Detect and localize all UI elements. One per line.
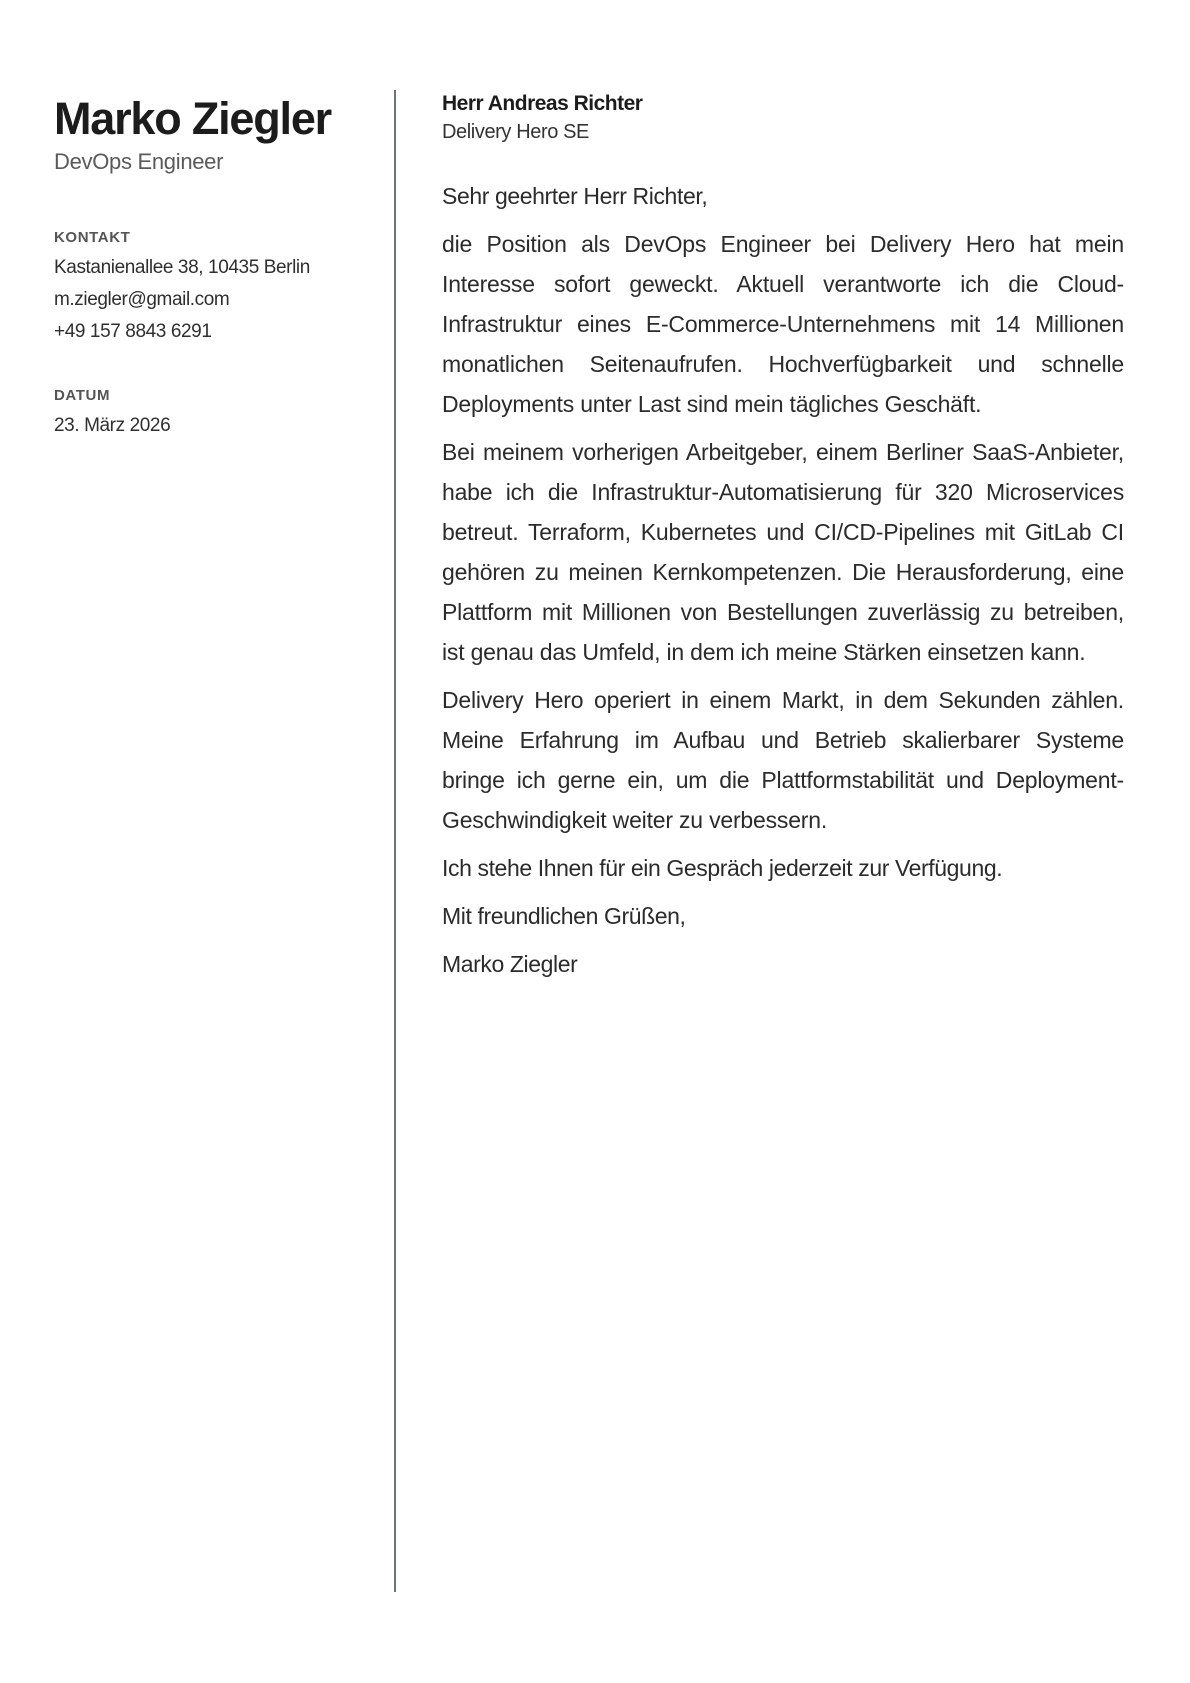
date-value: 23. März 2026 [54, 415, 171, 436]
vertical-divider [394, 90, 396, 1592]
sign-off: Mit freundlichen Grüßen, [442, 903, 686, 929]
closing-line: Ich stehe Ihnen für ein Gespräch jederzeit zur Verfügung. [442, 855, 1003, 881]
sender-name: Marko Ziegler [54, 93, 331, 144]
recipient-name: Herr Andreas Richter [442, 92, 643, 115]
sidebar [54, 90, 384, 442]
contact-email: m.ziegler@gmail.com [54, 289, 230, 310]
salutation: Sehr geehrter Herr Richter, [442, 183, 708, 209]
contact-phone: +49 157 8843 6291 [54, 321, 212, 342]
contact-info [54, 252, 384, 348]
sender-job-title: DevOps Engineer [54, 149, 224, 174]
date-section-label: DATUM [54, 387, 111, 404]
letter-body [442, 90, 1124, 984]
signature: Marko Ziegler [442, 951, 578, 977]
letter-paragraph-3: Delivery Hero operiert in einem Markt, in dem Sekunden zählen. Meine Erfahrung im Aufbau und Betrieb skalierbarer Systeme bringe ich gerne ein, um die Plattformstabilität und Deployment-Geschwindigkeit weiter zu verbessern. [442, 687, 1124, 833]
letter-paragraph-1: die Position als DevOps Engineer bei Delivery Hero hat mein Interesse sofort geweckt. Aktuell verantworte ich die Cloud-Infrastruktur eines E-Commerce-Unternehmens mit 14 Millionen monatlichen Seitenaufrufen. Hochverfügbarkeit und schnelle Deployments unter Last sind mein tägliches Geschäft. [442, 231, 1124, 417]
contact-address: Kastanienallee 38, 10435 Berlin [54, 257, 310, 278]
letter-paragraph-2: Bei meinem vorherigen Arbeitgeber, einem Berliner SaaS-Anbieter, habe ich die Infrastruktur-Automatisierung für 320 Microservices betreut. Terraform, Kubernetes und CI/CD-Pipelines mit GitLab CI gehören zu meinen Kernkompetenzen. Die Herausforderung, eine Plattform mit Millionen von Bestellungen zuverlässig zu betreiben, ist genau das Umfeld, in dem ich meine Stärken einsetzen kann. [442, 439, 1124, 665]
date-info [54, 410, 384, 442]
contact-section-label: KONTAKT [54, 229, 131, 246]
recipient-company: Delivery Hero SE [442, 121, 589, 143]
